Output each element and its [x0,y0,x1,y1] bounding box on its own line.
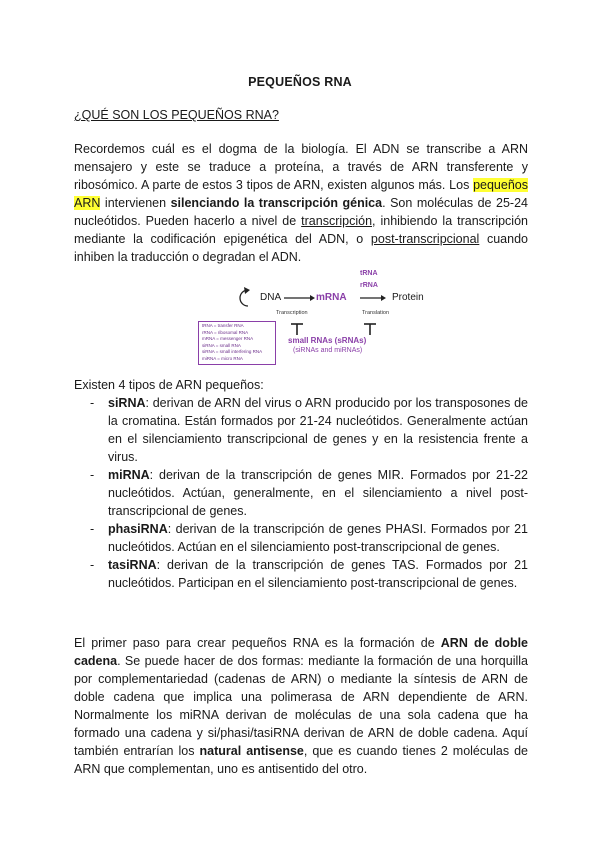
final-paragraph [74,634,528,778]
mrna-label: mRNA [316,292,347,303]
list-dash: - [90,558,95,572]
final-text-1: El primer paso para crear pequeños RNA es la formación de [74,636,441,650]
intro-paragraph [74,140,528,266]
list-item-phasirna [74,520,528,556]
highlighted-term: pequeños ARN [74,178,528,210]
translation-label: Translation [362,310,390,316]
intro-text-5: cuando inhiben la traducción o degradan el ADN. [74,232,528,264]
bold-double-strand: ARN de doble cadena [74,636,528,668]
bold-term: silenciando la transcripción génica [170,196,383,210]
trna-label: tRNA [360,270,378,277]
small-rnas-label: small RNAs (sRNAs) [288,336,367,345]
list-item-mirna [74,466,528,520]
intro-text-3: . Son moléculas de 25-24 nucleótidos. Pueden hacerlo a nivel de [74,196,528,228]
type-name: siRNA [108,396,146,410]
intro-text-2: intervienen [100,196,171,210]
intro-text-1: Recordemos cuál es el dogma de la biología. El ADN se transcribe a ARN mensajero y este se traduce a proteína, a través de ARN transferente y ribosómico. A parte de estos 3 tipos de ARN, existen algunos más. Los [74,142,528,192]
underlined-transcription: transcripción [301,214,373,228]
list-item-sirna [74,394,528,466]
legend-entry: rRNA = ribosomal RNA [202,329,249,335]
small-rnas-sublabel: (siRNAs and miRNAs) [293,347,363,354]
types-intro: Existen 4 tipos de ARN pequeños: [74,378,264,392]
rrna-label: rRNA [360,282,378,289]
transcription-label: Transcription [276,310,308,316]
replication-arrowhead [244,287,250,294]
mrna-to-protein-arrowhead [381,295,386,301]
diagram-legend [198,321,276,365]
list-dash: - [90,522,95,536]
protein-label: Protein [392,292,424,303]
list-item-tasirna [74,556,528,592]
section-heading: ¿QUÉ SON LOS PEQUEÑOS RNA? [74,108,279,122]
bold-natural-antisense: natural antisense [199,744,304,758]
dna-label: DNA [260,292,282,303]
underlined-post-transcriptional: post-transcripcional [370,232,480,246]
intro-text-4: , inhibiendo la transcripción mediante la codificación epigenética del ADN, o [74,214,528,246]
legend-entry: miRNA = micro RNA [202,355,243,361]
legend-entry: tRNA = transfer RNA [202,323,244,328]
page-title: PEQUEÑOS RNA [248,75,352,89]
type-name: miRNA [108,468,150,482]
final-text-3: , que es cuando tienes 2 moléculas de ARN que complementan, uno es antisentido del otro. [74,744,528,776]
type-name: tasiRNA [108,558,157,572]
legend-entry: siRNA = small RNA [202,342,241,348]
final-text-2: . Se puede hacer de dos formas: mediante la formación de una horquilla por complementariedad (cadenas de ARN) o mediante la síntesis de ARN de doble cadena que implica una polimerasa de ARN dependiente de ARN. Normalmente los miRNA derivan de moléculas de una sola cadena que ha formado una cadena y si/phasi/tasiRNA derivan de ARN de doble cadena. Aquí también entrarían los [74,654,528,758]
dna-to-mrna-arrowhead [310,295,315,301]
type-description: : derivan de la transcripción de genes TAS. Formados por 21 nucleótidos. Participan en el silenciamiento post-transcripcional de genes. [108,558,528,590]
type-name: phasiRNA [108,522,168,536]
central-dogma-diagram [196,270,436,366]
type-description: : derivan de la transcripción de genes PHASI. Formados por 21 nucleótidos. Actúan en el silenciamiento post-transcripcional de genes. [108,522,528,554]
rna-types-list [74,394,528,592]
legend-entry: siRNA = small interfering RNA [202,349,263,354]
type-description: : derivan de la transcripción de genes MIR. Formados por 21-22 nucleótidos. Actúan, generalmente, en el silenciamiento a nivel post-transcripcional de genes. [108,468,528,518]
list-dash: - [90,468,95,482]
type-description: : derivan de ARN del virus o ARN producido por los transposones de la cromatina. Están formados por 21-24 nucleótidos. Generalmente actúan en el silenciamiento transcripcional de genes y en la resistencia frente a virus. [108,396,528,464]
list-dash: - [90,396,95,410]
legend-entry: mRNA = messenger RNA [202,336,254,341]
